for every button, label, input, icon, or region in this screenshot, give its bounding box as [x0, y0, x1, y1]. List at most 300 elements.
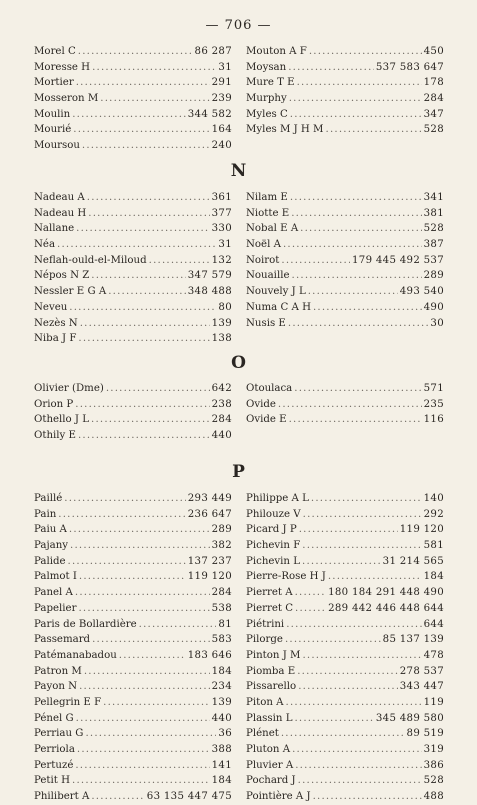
entry-name: Pissarello: [246, 681, 297, 693]
entry-name: Palide: [34, 555, 66, 567]
dot-leader: [69, 522, 210, 538]
entry-pages: 119 120: [399, 524, 444, 536]
entry-pages: 31: [218, 61, 232, 73]
dot-leader: [72, 107, 186, 123]
entry-name: Murphy: [246, 93, 287, 105]
entry-pages: 450: [423, 46, 444, 57]
entry-name: Perriola: [34, 744, 75, 755]
entry-pages: 139: [211, 317, 232, 329]
section-letter-p: P: [232, 462, 245, 482]
entry-name: Niotte E: [246, 207, 290, 219]
entry-name: Pinton J M: [246, 649, 301, 661]
entry-pages: 183 646: [187, 649, 232, 661]
entry-name: Perriau G: [34, 728, 84, 740]
block-m-continued: [34, 44, 444, 154]
dot-leader: [289, 412, 422, 428]
dot-leader: [302, 648, 421, 664]
entry-pages: 291: [211, 77, 232, 89]
index-entry: [246, 742, 444, 758]
index-entry: [34, 44, 232, 60]
index-entry: [34, 538, 232, 554]
index-entry: [34, 268, 232, 284]
dot-leader: [292, 742, 422, 758]
entry-name: Népos N Z: [34, 270, 90, 282]
entry-pages: 289 442 446 448 644: [328, 602, 444, 614]
entry-name: Olivier (Dme): [34, 383, 104, 394]
dot-leader: [84, 664, 210, 680]
entry-pages: 184: [211, 665, 232, 677]
column-left: [34, 44, 232, 154]
index-entry: [34, 507, 232, 523]
index-entry: [246, 695, 444, 711]
entry-name: Moresse H: [34, 61, 91, 73]
entry-pages: 119: [423, 696, 444, 708]
entry-pages: 347: [423, 108, 444, 120]
dot-leader: [76, 221, 209, 237]
entry-pages: 478: [423, 649, 444, 661]
index-entry: [246, 75, 444, 91]
entry-pages: 141: [211, 759, 232, 771]
entry-pages: 30: [430, 317, 444, 329]
entry-name: Néa: [34, 239, 56, 251]
index-entry: [34, 695, 232, 711]
index-entry: [246, 107, 444, 123]
dot-leader: [149, 253, 210, 269]
entry-name: Noël A: [246, 239, 281, 251]
index-entry: [246, 91, 444, 107]
entry-name: Neveu: [34, 301, 68, 313]
index-entry: [34, 711, 232, 727]
entry-pages: 184: [423, 571, 444, 583]
dot-leader: [300, 221, 421, 237]
index-entry: [246, 381, 444, 397]
entry-pages: 80: [218, 301, 232, 313]
dot-leader: [82, 138, 210, 154]
entry-pages: 184: [211, 775, 232, 787]
index-entry: [34, 412, 232, 428]
entry-name: Pellegrin E F: [34, 696, 102, 708]
entry-pages: 36: [218, 728, 232, 740]
dot-leader: [91, 412, 210, 428]
entry-name: Piétrini: [246, 618, 285, 630]
section-n: [34, 190, 444, 347]
entry-name: Nezès N: [34, 317, 78, 329]
dot-leader: [78, 428, 210, 444]
entry-pages: 642: [211, 383, 232, 394]
index-entry: [34, 253, 232, 269]
dot-leader: [303, 507, 422, 523]
entry-name: Nilam E: [246, 192, 288, 203]
entry-pages: 164: [211, 124, 232, 136]
index-entry: [246, 60, 444, 76]
dot-leader: [295, 758, 421, 774]
entry-name: Pluton A: [246, 744, 291, 755]
index-entry: [34, 316, 232, 332]
entry-pages: 528: [423, 124, 444, 136]
entry-name: Philouze V: [246, 508, 301, 520]
index-entry: [34, 107, 232, 123]
entry-name: Noirot: [246, 254, 280, 266]
entry-name: Passemard: [34, 634, 91, 646]
entry-pages: 330: [211, 223, 232, 235]
index-entry: [34, 679, 232, 695]
entry-name: Petit H: [34, 775, 70, 787]
index-entry: [246, 300, 444, 316]
entry-pages: 348 488: [187, 286, 232, 298]
index-entry: [34, 397, 232, 413]
dot-leader: [64, 491, 185, 507]
column-right: [246, 381, 444, 444]
dot-leader: [77, 742, 210, 758]
dot-leader: [298, 773, 422, 789]
entry-name: Neflah-ould-el-Miloud: [34, 254, 147, 266]
index-entry: [34, 664, 232, 680]
dot-leader: [68, 554, 186, 570]
index-entry: [34, 60, 232, 76]
entry-name: Mure T E: [246, 77, 295, 89]
entry-pages: 138: [211, 333, 232, 345]
index-entry: [34, 122, 232, 138]
entry-name: Nessler E G A: [34, 286, 107, 298]
column-left: [34, 190, 232, 347]
entry-pages: 377: [211, 207, 232, 219]
dot-leader: [297, 664, 398, 680]
entry-name: Nobal E A: [246, 223, 299, 235]
entry-pages: 180 184 291 448 490: [328, 587, 444, 599]
entry-pages: 440: [211, 430, 232, 442]
index-entry: [34, 75, 232, 91]
entry-pages: 581: [423, 540, 444, 552]
dot-leader: [91, 268, 185, 284]
entry-pages: 284: [211, 587, 232, 599]
entry-name: Pertuzé: [34, 759, 74, 771]
entry-pages: 137 237: [187, 555, 232, 567]
entry-name: Piomba E: [246, 665, 296, 677]
dot-leader: [57, 237, 216, 253]
dot-leader: [76, 711, 210, 727]
entry-name: Myles C: [246, 108, 288, 120]
dot-leader: [288, 316, 429, 332]
dot-leader: [103, 695, 209, 711]
index-entry: [246, 711, 444, 727]
entry-pages: 345 489 580: [375, 712, 444, 724]
index-entry: [246, 397, 444, 413]
entry-name: Patémanabadou: [34, 649, 117, 661]
entry-pages: 493 540: [399, 286, 444, 298]
entry-pages: 31 214 565: [382, 555, 444, 567]
entry-name: Mourié: [34, 124, 72, 136]
index-entry: [34, 617, 232, 633]
entry-name: Moulin: [34, 108, 71, 120]
entry-name: Mouton A F: [246, 46, 307, 57]
entry-pages: 537 583 647: [375, 61, 444, 73]
dot-leader: [285, 632, 381, 648]
index-entry: [246, 190, 444, 206]
dot-leader: [88, 206, 209, 222]
entry-pages: 528: [423, 775, 444, 787]
section-o: [34, 381, 444, 444]
index-entry: [246, 554, 444, 570]
dot-leader: [290, 107, 422, 123]
index-entry: [34, 773, 232, 789]
dot-leader: [299, 522, 398, 538]
index-entry: [246, 507, 444, 523]
index-entry: [34, 632, 232, 648]
index-entry: [34, 138, 232, 154]
entry-name: Ovide: [246, 398, 276, 410]
column-right: [246, 44, 444, 154]
entry-name: Niba J F: [34, 333, 77, 345]
index-entry: [246, 632, 444, 648]
dot-leader: [58, 507, 185, 523]
page-number: — 706 —: [205, 18, 272, 33]
index-entry: [246, 601, 444, 617]
entry-name: Panel A: [34, 587, 73, 599]
entry-pages: 284: [211, 414, 232, 426]
dot-leader: [286, 695, 422, 711]
dot-leader: [106, 381, 210, 397]
dot-leader: [294, 381, 421, 397]
dot-leader: [119, 648, 186, 664]
entry-pages: 538: [211, 602, 232, 614]
dot-leader: [298, 679, 398, 695]
dot-leader: [291, 206, 421, 222]
index-entry: [34, 91, 232, 107]
section-letter-o: O: [231, 353, 246, 373]
index-entry: [34, 428, 232, 444]
entry-pages: 571: [423, 383, 444, 394]
index-entry: [34, 726, 232, 742]
entry-name: Pajany: [34, 540, 69, 552]
entry-pages: 319: [423, 744, 444, 755]
entry-pages: 386: [423, 759, 444, 771]
index-entry: [34, 789, 232, 805]
entry-name: Paiu A: [34, 524, 67, 536]
entry-name: Moursou: [34, 140, 80, 152]
section-p: [34, 491, 444, 805]
index-entry: [246, 758, 444, 774]
entry-name: Pierret A: [246, 587, 293, 599]
entry-name: Othily E: [34, 430, 76, 442]
dot-leader: [308, 284, 398, 300]
index-entry: [246, 44, 444, 60]
index-entry: [246, 648, 444, 664]
entry-pages: 361: [211, 192, 232, 203]
entry-name: Pain: [34, 508, 57, 520]
dot-leader: [73, 122, 209, 138]
dot-leader: [72, 773, 210, 789]
dot-leader: [294, 711, 373, 727]
entry-name: Palmot I: [34, 571, 77, 583]
index-entry: [34, 554, 232, 570]
index-entry: [34, 522, 232, 538]
index-entry: [34, 221, 232, 237]
entry-pages: 343 447: [399, 681, 444, 693]
dot-leader: [80, 316, 210, 332]
dot-leader: [85, 726, 216, 742]
dot-leader: [75, 397, 209, 413]
index-entry: [246, 789, 444, 805]
dot-leader: [289, 91, 422, 107]
index-entry: [34, 237, 232, 253]
index-entry: [34, 648, 232, 664]
dot-leader: [292, 268, 422, 284]
entry-name: Nallane: [34, 223, 75, 235]
index-entry: [34, 381, 232, 397]
index-entry: [34, 284, 232, 300]
dot-leader: [76, 75, 210, 91]
entry-pages: 293 449: [187, 493, 232, 504]
dot-leader: [313, 300, 422, 316]
index-entry: [246, 122, 444, 138]
entry-pages: 89 519: [406, 728, 444, 740]
dot-leader: [286, 617, 421, 633]
dot-leader: [75, 758, 209, 774]
entry-pages: 528: [423, 223, 444, 235]
dot-leader: [281, 253, 350, 269]
index-entry: [246, 522, 444, 538]
dot-leader: [75, 585, 210, 601]
index-entry: [34, 491, 232, 507]
entry-name: Pénel G: [34, 712, 74, 724]
index-entry: [246, 726, 444, 742]
entry-pages: 116: [423, 414, 444, 426]
index-entry: [246, 268, 444, 284]
dot-leader: [295, 585, 327, 601]
dot-leader: [278, 397, 422, 413]
dot-leader: [326, 122, 422, 138]
entry-pages: 440: [211, 712, 232, 724]
dot-leader: [302, 538, 421, 554]
column-right: [246, 491, 444, 805]
dot-leader: [288, 60, 374, 76]
dot-leader: [290, 190, 422, 206]
entry-pages: 289: [211, 524, 232, 536]
entry-name: Picard J P: [246, 524, 297, 536]
entry-name: Morel C: [34, 46, 76, 57]
entry-name: Pointière A J: [246, 791, 311, 803]
entry-name: Pochard J: [246, 775, 296, 787]
dot-leader: [313, 789, 422, 805]
section-letter-n: N: [230, 161, 247, 181]
entry-name: Pichevin F: [246, 540, 301, 552]
index-entry: [34, 190, 232, 206]
entry-pages: 382: [211, 540, 232, 552]
entry-name: Pierret C: [246, 602, 294, 614]
index-entry: [34, 331, 232, 347]
entry-pages: 235: [423, 398, 444, 410]
column-left: [34, 491, 232, 805]
entry-pages: 139: [211, 696, 232, 708]
entry-pages: 644: [423, 618, 444, 630]
entry-name: Nouaille: [246, 270, 290, 282]
entry-pages: 85 137 139: [382, 634, 444, 646]
entry-pages: 388: [211, 744, 232, 755]
index-entry: [246, 253, 444, 269]
entry-pages: 347 579: [187, 270, 232, 282]
entry-name: Myles M J H M: [246, 124, 324, 136]
entry-pages: 31: [218, 239, 232, 251]
entry-name: Paillé: [34, 493, 63, 504]
entry-pages: 86 287: [194, 46, 232, 57]
dot-leader: [302, 554, 381, 570]
entry-pages: 238: [211, 398, 232, 410]
entry-name: Pichevin L: [246, 555, 300, 567]
entry-pages: 234: [211, 681, 232, 693]
entry-pages: 278 537: [399, 665, 444, 677]
index-entry: [246, 237, 444, 253]
dot-leader: [79, 569, 186, 585]
dot-leader: [100, 91, 209, 107]
entry-name: Nusis E: [246, 317, 286, 329]
index-entry: [246, 538, 444, 554]
index-entry: [34, 601, 232, 617]
entry-pages: 140: [423, 493, 444, 504]
entry-pages: 387: [423, 239, 444, 251]
dot-leader: [70, 538, 210, 554]
entry-pages: 179 445 492 537: [352, 254, 444, 266]
index-entry: [34, 758, 232, 774]
index-entry: [246, 221, 444, 237]
entry-pages: 381: [423, 207, 444, 219]
dot-leader: [78, 601, 209, 617]
dot-leader: [87, 190, 210, 206]
entry-pages: 341: [423, 192, 444, 203]
dot-leader: [69, 300, 216, 316]
dot-leader: [295, 601, 326, 617]
entry-pages: 583: [211, 634, 232, 646]
entry-name: Pierre-Rose H J: [246, 571, 326, 583]
entry-pages: 240: [211, 140, 232, 152]
column-left: [34, 381, 232, 444]
dot-leader: [309, 44, 422, 60]
entry-name: Plassin L: [246, 712, 293, 724]
dot-leader: [108, 284, 186, 300]
index-entry: [246, 491, 444, 507]
dot-leader: [297, 75, 422, 91]
index-entry: [246, 617, 444, 633]
entry-pages: 488: [423, 791, 444, 803]
entry-pages: 284: [423, 93, 444, 105]
dot-leader: [78, 44, 193, 60]
index-entry: [34, 300, 232, 316]
dot-leader: [92, 60, 216, 76]
entry-name: Numa C A H: [246, 301, 311, 313]
index-entry: [246, 206, 444, 222]
entry-name: Plénet: [246, 728, 279, 740]
entry-name: Mosseron M: [34, 93, 99, 105]
entry-name: Pluvier A: [246, 759, 294, 771]
entry-name: Patron M: [34, 665, 82, 677]
dot-leader: [281, 726, 405, 742]
entry-name: Philippe A L: [246, 493, 309, 504]
index-entry: [246, 679, 444, 695]
entry-name: Otoulaca: [246, 383, 293, 394]
entry-pages: 490: [423, 301, 444, 313]
entry-pages: 81: [218, 618, 232, 630]
entry-name: Nadeau A: [34, 192, 85, 203]
index-entry: [246, 773, 444, 789]
index-entry: [246, 569, 444, 585]
entry-name: Payon N: [34, 681, 78, 693]
index-entry: [34, 569, 232, 585]
entry-pages: 63 135 447 475: [146, 791, 232, 803]
entry-pages: 132: [211, 254, 232, 266]
entry-name: Paris de Bollardière: [34, 618, 137, 630]
index-entry: [246, 316, 444, 332]
entry-name: Philibert A: [34, 791, 90, 803]
index-entry: [246, 412, 444, 428]
